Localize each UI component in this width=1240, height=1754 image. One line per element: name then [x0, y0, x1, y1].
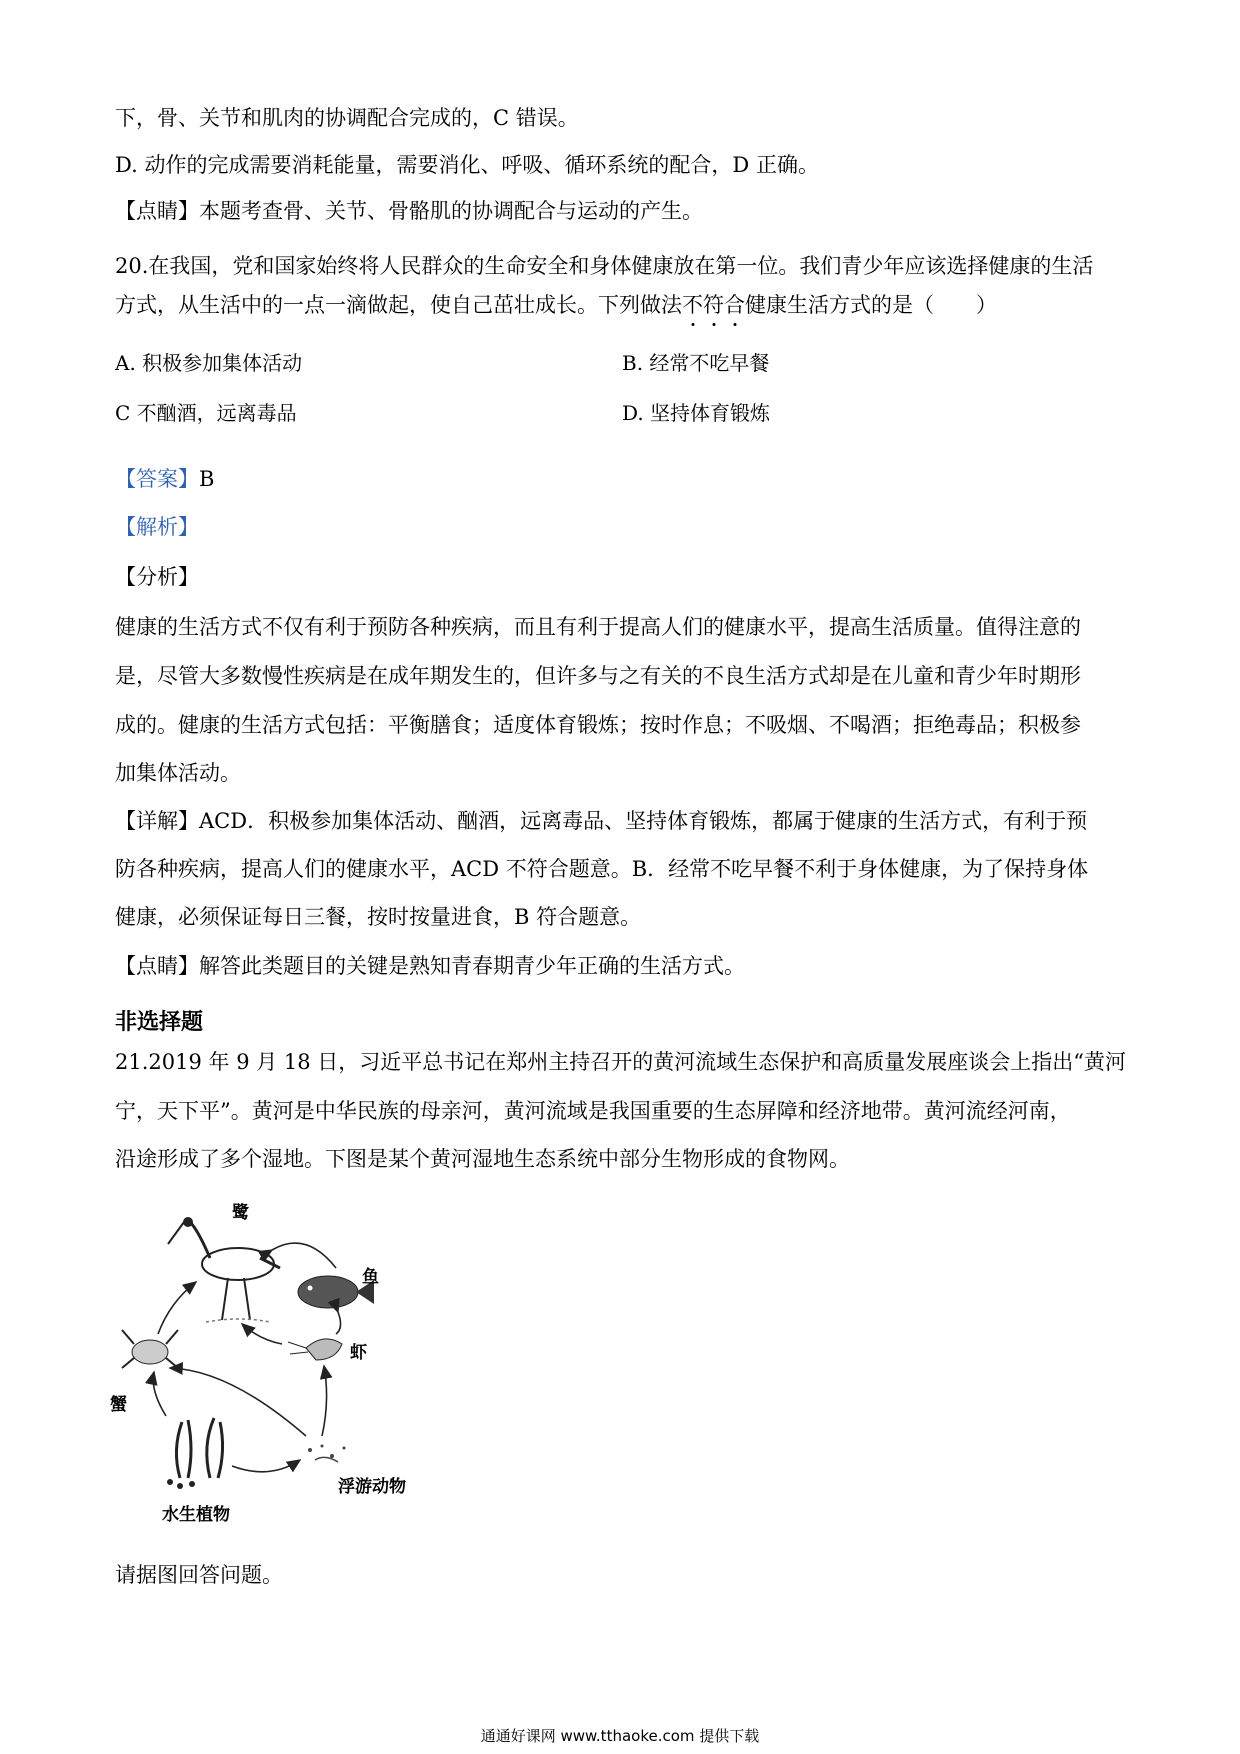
arrow-crab-to-heron: [158, 1282, 196, 1334]
q20-stem-line-1: 20.在我国，党和国家始终将人民群众的生命安全和身体健康放在第一位。我们青少年应该选择健康的生活: [115, 254, 1094, 278]
arrow-plant-to-plankton: [232, 1460, 300, 1472]
page-footer: 通通好课网 www.tthaoke.com 提供下载: [480, 1727, 760, 1745]
answer-value: B: [199, 467, 215, 491]
detail-line-3: 健康，必须保证每日三餐，按时按量进食，B 符合题意。: [115, 905, 642, 929]
section-heading: 非选择题: [115, 1010, 204, 1035]
option-d: D. 坚持体育锻炼: [622, 401, 771, 425]
aquatic-plant-icon: [167, 1418, 223, 1489]
comment-tag: 【点睛】: [115, 199, 199, 223]
heron-icon: [168, 1217, 280, 1322]
emph-char-3: 合: [724, 293, 745, 317]
label-aquatic-plants: 水生植物: [162, 1505, 230, 1525]
arrow-shrimp-to-heron: [242, 1324, 282, 1344]
fenxi-line-1: 健康的生活方式不仅有利于预防各种疾病，而且有利于提高人们的健康水平，提高生活质量。值得注意的: [115, 615, 1081, 639]
prev-line-2: D. 动作的完成需要消耗能量，需要消化、呼吸、循环系统的配合，D 正确。: [115, 153, 819, 177]
fenxi-line-4: 加集体活动。: [115, 761, 241, 785]
q21-prompt: 请据图回答问题。: [115, 1563, 283, 1587]
point-tag: 【点睛】: [115, 954, 199, 978]
plankton-icon: [308, 1445, 346, 1463]
answer-tag: 【答案】: [115, 467, 199, 491]
label-plankton: 浮游动物: [338, 1477, 406, 1497]
stem-post: 健康生活方式的是（ ）: [745, 293, 997, 317]
emph-char-2: 符: [703, 293, 724, 317]
shrimp-icon: [288, 1339, 342, 1360]
answer-line: [115, 464, 1135, 494]
option-b: B. 经常不吃早餐: [622, 351, 770, 375]
option-c: C 不酗酒，远离毒品: [115, 401, 297, 425]
fenxi-line-2: 是，尽管大多数慢性疾病是在成年期发生的，但许多与之有关的不良生活方式却是在儿童和青少年时期形: [115, 664, 1081, 688]
option-a: A. 积极参加集体活动: [115, 351, 303, 375]
label-heron: 鹭: [232, 1203, 249, 1223]
prev-line-1: 下，骨、关节和肌肉的协调配合完成的，C 错误。: [115, 106, 579, 130]
arrow-plant-to-crab: [153, 1372, 166, 1416]
arrow-fish-to-heron: [272, 1243, 336, 1268]
analysis-tag: 【解析】: [115, 515, 199, 539]
detail-line-1: [115, 806, 1135, 836]
detail-text-1: ACD．积极参加集体活动、酗酒，远离毒品、坚持体育锻炼，都属于健康的生活方式，有利于预: [199, 809, 1088, 833]
arrow-shrimp-to-fish: [336, 1312, 341, 1334]
fenxi-line-3: 成的。健康的生活方式包括：平衡膳食；适度体育锻炼；按时作息；不吸烟、不喝酒；拒绝毒品；积极参: [115, 713, 1081, 737]
prev-comment: [115, 196, 1135, 226]
emph-char-1: 不: [682, 293, 703, 317]
q21-line-1: 21.2019 年 9 月 18 日，习近平总书记在郑州主持召开的黄河流域生态保护和高质量发展座谈会上指出“黄河: [115, 1050, 1127, 1074]
label-shrimp: 虾: [350, 1343, 367, 1363]
q20-stem-line-2: [115, 290, 1135, 320]
point-line: [115, 951, 1135, 981]
detail-tag: 【详解】: [115, 809, 199, 833]
food-web-figure: [110, 1203, 430, 1530]
stem-pre: 方式，从生活中的一点一滴做起，使自己茁壮成长。下列做法: [115, 293, 682, 317]
point-text: 解答此类题目的关键是熟知青春期青少年正确的生活方式。: [199, 954, 745, 978]
q21-line-2: 宁，天下平”。黄河是中华民族的母亲河，黄河流域是我国重要的生态屏障和经济地带。黄河流经河南，: [115, 1099, 1071, 1123]
q21-line-3: 沿途形成了多个湿地。下图是某个黄河湿地生态系统中部分生物形成的食物网。: [115, 1147, 850, 1171]
fenxi-tag: 【分析】: [115, 565, 199, 589]
label-fish: 鱼: [362, 1267, 379, 1287]
crab-icon: [122, 1330, 178, 1368]
arrow-plankton-to-shrimp: [322, 1366, 327, 1436]
comment-text: 本题考查骨、关节、骨骼肌的协调配合与运动的产生。: [199, 199, 703, 223]
detail-line-2: 防各种疾病，提高人们的健康水平，ACD 不符合题意。B．经常不吃早餐不利于身体健康，为了保持身体: [115, 857, 1089, 881]
label-crab: 蟹: [110, 1395, 127, 1415]
